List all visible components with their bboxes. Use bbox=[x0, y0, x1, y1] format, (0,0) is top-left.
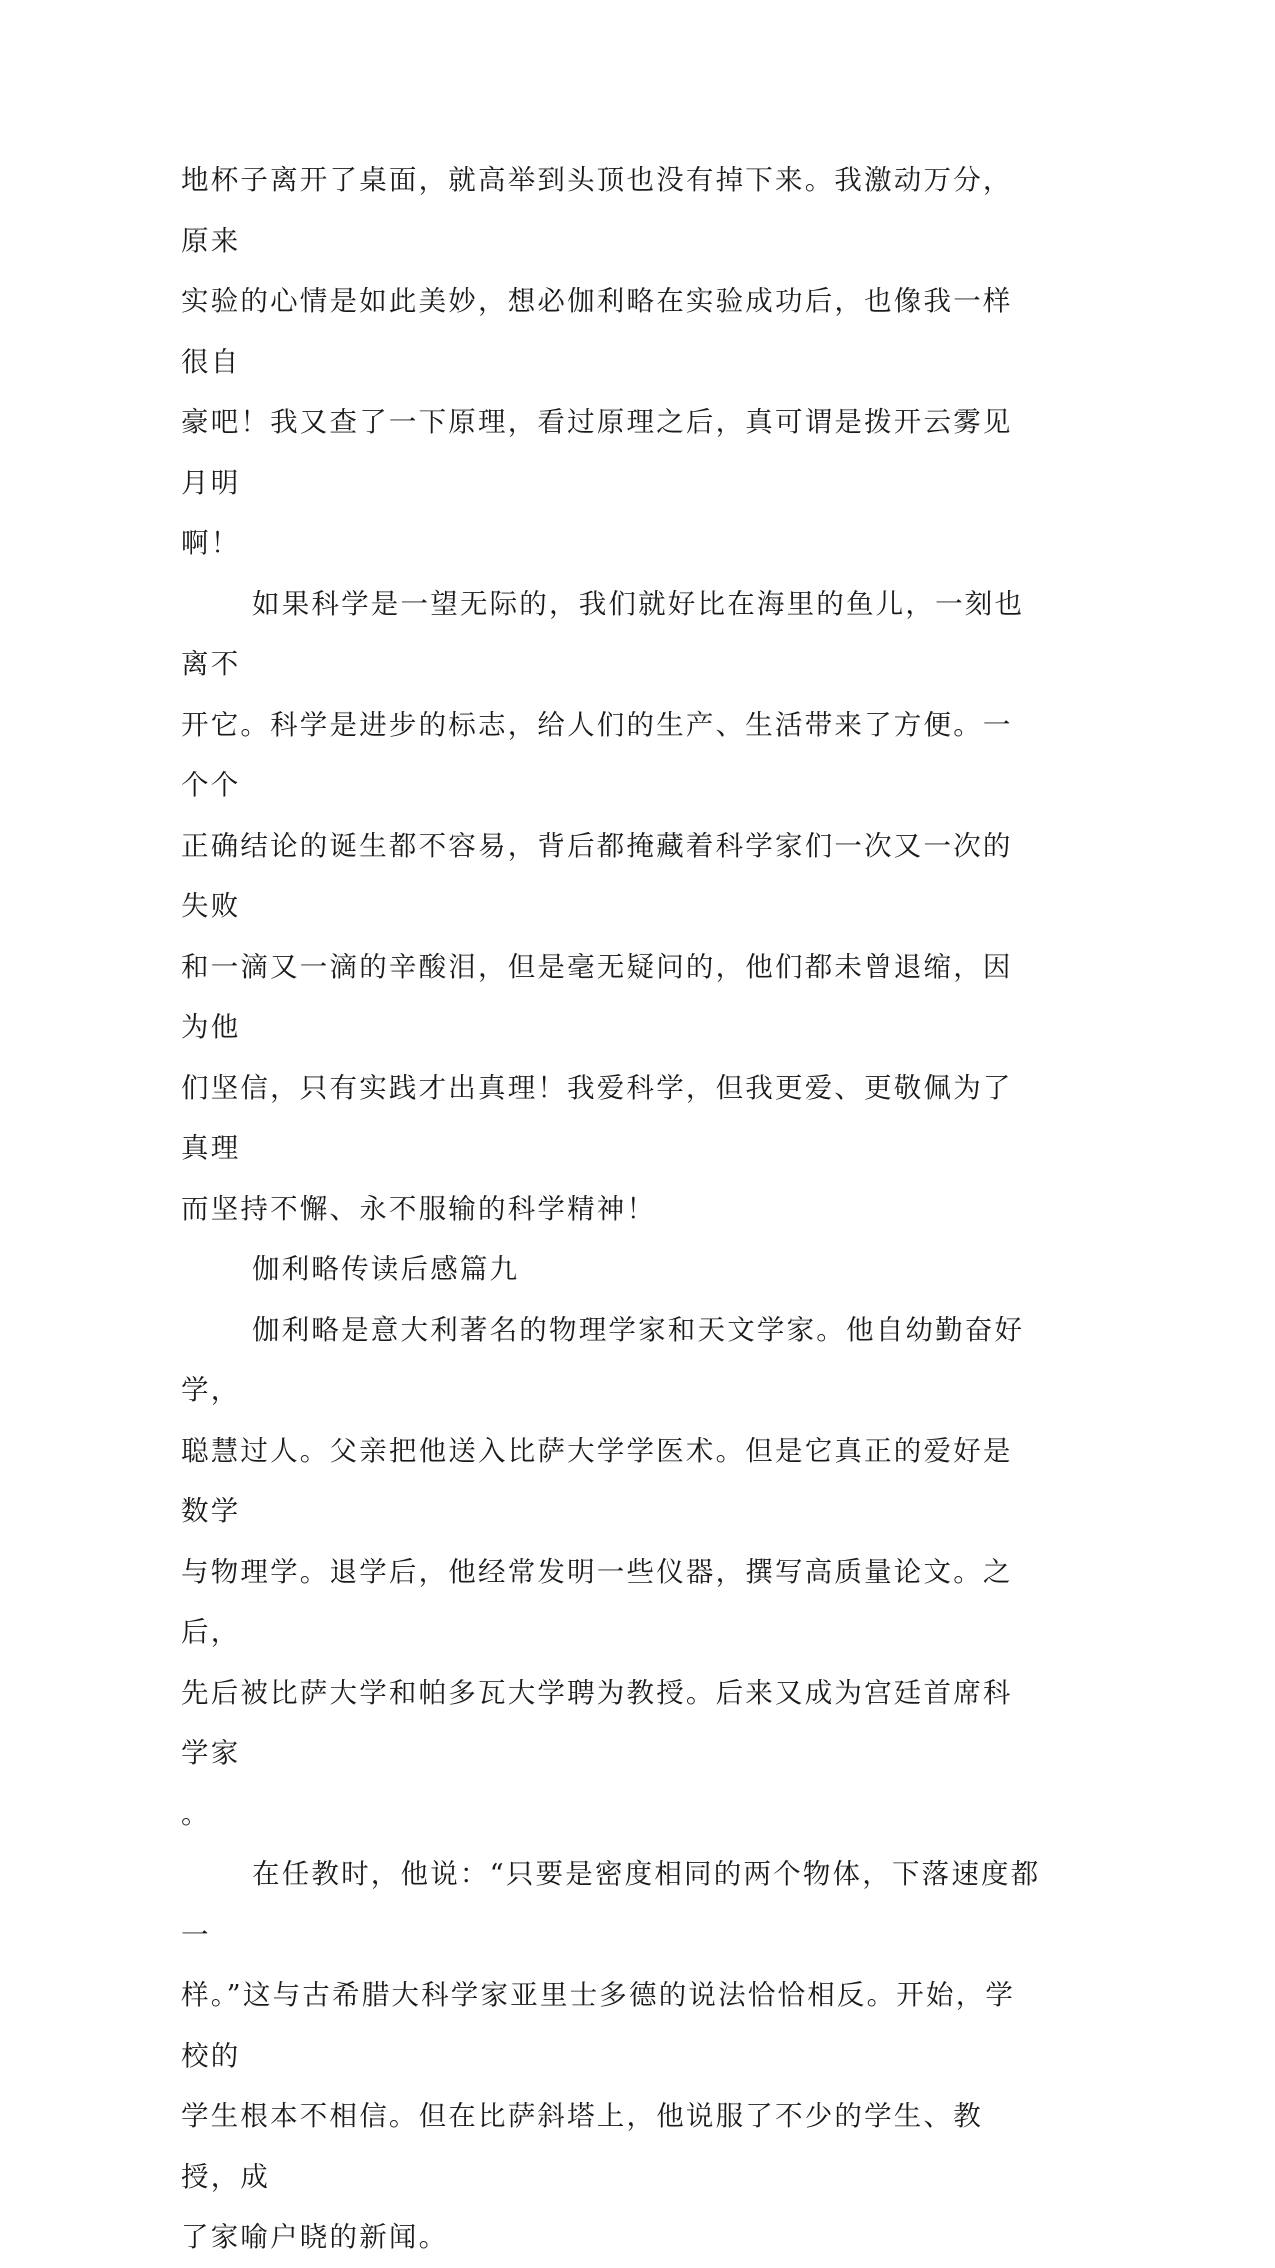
text-line: 和一滴又一滴的辛酸泪，但是毫无疑问的，他们都未曾退缩，因为他 bbox=[181, 950, 1013, 1043]
paragraph bbox=[181, 150, 1041, 574]
text-line: 伽利略传读后感篇九 bbox=[252, 1253, 520, 1285]
text-line: 开它。科学是进步的标志，给人们的生产、生活带来了方便。一个个 bbox=[181, 708, 1013, 801]
text-line: 在任教时，他说：“只要是密度相同的两个物体，下落速度都一 bbox=[181, 1858, 1041, 1951]
paragraph bbox=[181, 1239, 1041, 1300]
text-line: 伽利略是意大利著名的物理学家和天文学家。他自幼勤奋好学， bbox=[181, 1313, 1025, 1406]
text-line: 啊！ bbox=[181, 527, 241, 559]
text-line: 们坚信，只有实践才出真理！我爱科学，但我更爱、更敬佩为了真理 bbox=[181, 1071, 1013, 1164]
text-line: 实验的心情是如此美妙，想必伽利略在实验成功后，也像我一样很自 bbox=[181, 285, 1013, 378]
text-line: 样。”这与古希腊大科学家亚里士多德的说法恰恰相反。开始，学校的 bbox=[181, 1979, 1016, 2072]
text-line: 。 bbox=[181, 1797, 211, 1830]
paragraph bbox=[181, 1300, 1041, 1845]
text-line: 先后被比萨大学和帕多瓦大学聘为教授。后来又成为宫廷首席科学家 bbox=[181, 1676, 1013, 1769]
text-line: 学生根本不相信。但在比萨斜塔上，他说服了不少的学生、教授，成 bbox=[181, 2100, 983, 2193]
document-body bbox=[181, 150, 1041, 2268]
paragraph bbox=[181, 574, 1041, 1240]
text-line: 地杯子离开了桌面，就高举到头顶也没有掉下来。我激动万分，原来 bbox=[181, 164, 1013, 257]
text-line: 正确结论的诞生都不容易，背后都掩藏着科学家们一次又一次的失败 bbox=[181, 829, 1013, 922]
text-line: 豪吧！我又查了一下原理，看过原理之后，真可谓是拨开云雾见月明 bbox=[181, 406, 1013, 499]
text-line: 而坚持不懈、永不服输的科学精神！ bbox=[181, 1192, 657, 1225]
text-line: 与物理学。退学后，他经常发明一些仪器，撰写高质量论文。之后， bbox=[181, 1555, 1013, 1648]
text-line: 如果科学是一望无际的，我们就好比在海里的鱼儿，一刻也离不 bbox=[181, 587, 1025, 680]
text-line: 了家喻户晓的新闻。 bbox=[181, 2221, 449, 2253]
text-line: 聪慧过人。父亲把他送入比萨大学学医术。但是它真正的爱好是数学 bbox=[181, 1434, 1013, 1527]
paragraph bbox=[181, 1844, 1041, 2268]
